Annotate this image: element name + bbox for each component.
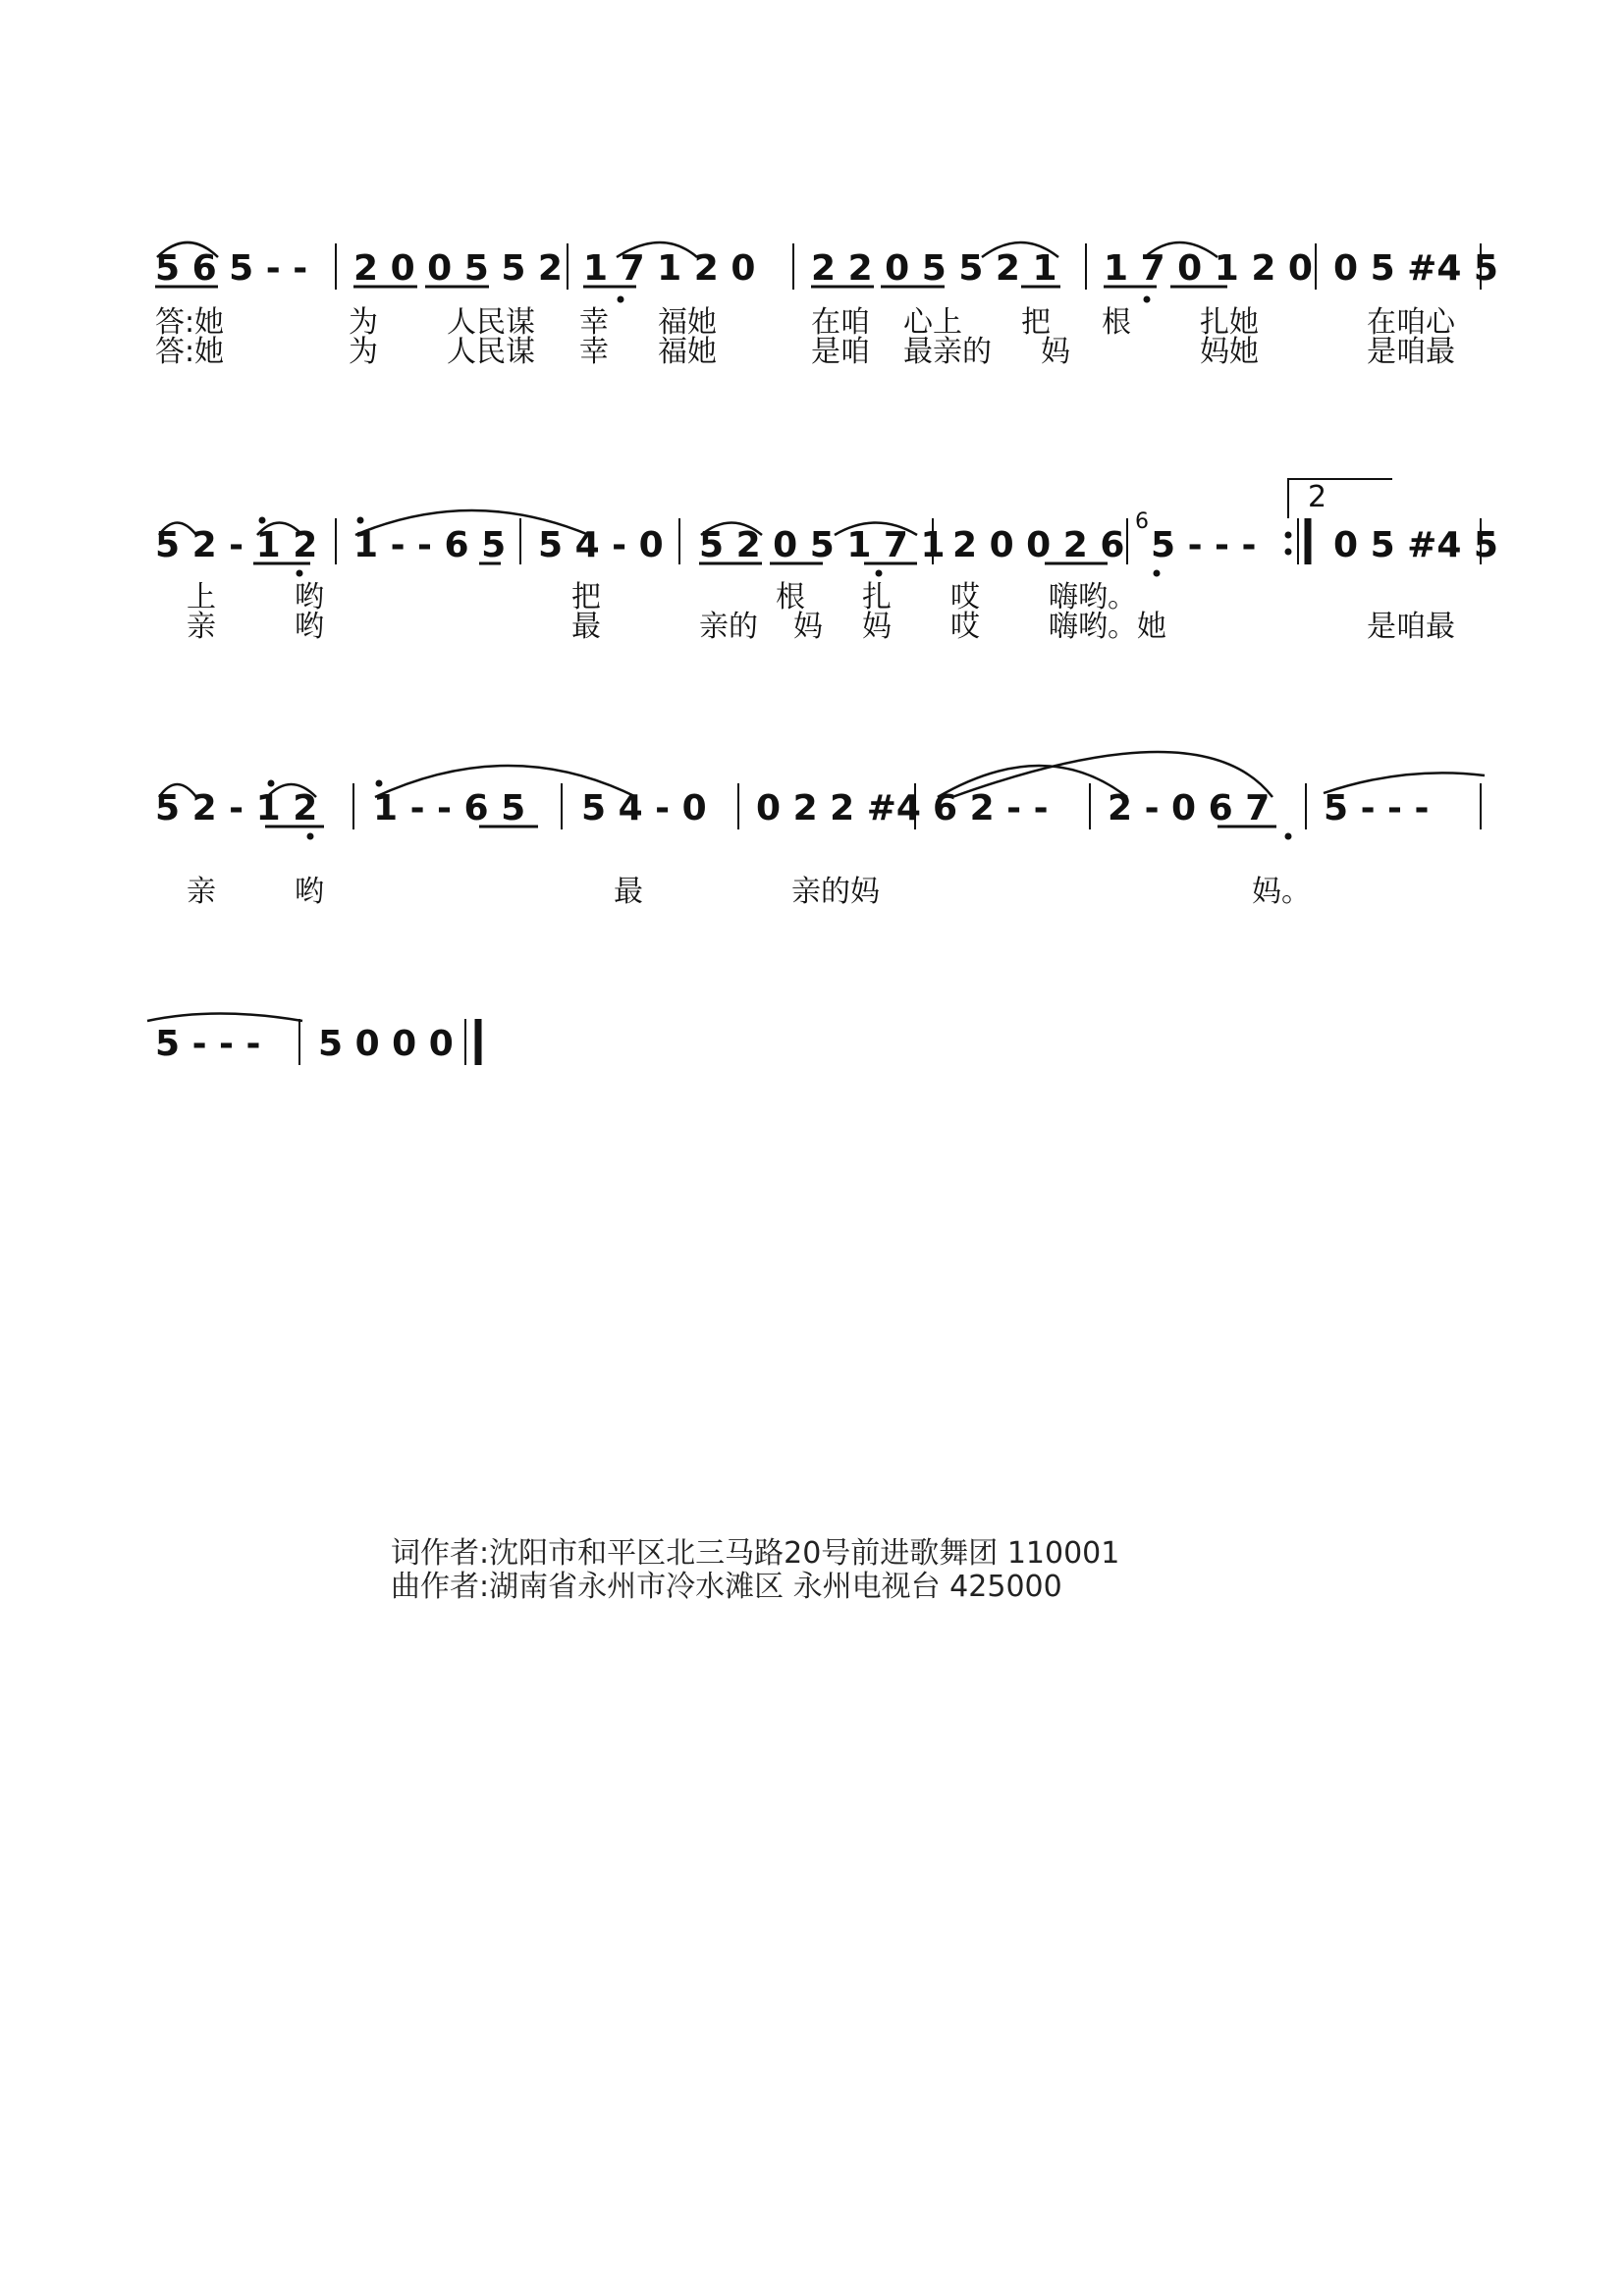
lyric-syllable: 亲的 — [699, 610, 758, 644]
slur — [147, 1014, 302, 1022]
system-2 — [155, 479, 1498, 644]
octave-dot — [268, 780, 275, 787]
lyric-syllable: 最 — [614, 875, 643, 909]
measure-4: 2 2 0 5 5 2 1 — [811, 248, 1057, 289]
lyric-syllable: 是咱 — [811, 335, 870, 369]
system-1 — [155, 242, 1498, 369]
lyric-syllable: 为 — [349, 305, 378, 340]
octave-dot — [876, 570, 883, 577]
measure-7: 5 - - - — [1324, 788, 1430, 828]
measure-1: 5 6 5 - - — [155, 248, 308, 289]
lyric-syllable: 把 — [571, 580, 601, 614]
lyric-syllable: 妈她 — [1200, 335, 1259, 369]
measure-2: 5 0 0 0 — [318, 1024, 454, 1064]
octave-dot — [307, 833, 314, 840]
composer-credit: 曲作者:湖南省永州市冷水滩区 永州电视台 425000 — [391, 1570, 1062, 1604]
lyric-syllable: 妈 — [793, 610, 823, 644]
lyric-syllable: 妈 — [1041, 335, 1070, 369]
lyric-syllable: 上 — [187, 580, 216, 614]
lyric-syllable: 福她 — [658, 305, 717, 340]
measure-5: 1 7 0 1 2 0 — [1104, 248, 1313, 289]
lyric-syllable: 妈 — [862, 610, 892, 644]
lyric-syllable: 哎 — [950, 610, 980, 644]
measure-6: 0 5 #4 5 — [1333, 248, 1498, 289]
measure-3: 5 4 - 0 — [538, 525, 664, 565]
octave-dot — [1144, 296, 1151, 303]
lyric-syllable: 福她 — [658, 335, 717, 369]
octave-dot — [259, 517, 266, 524]
measure-3: 1 7 1 2 0 — [583, 248, 756, 289]
measure-3: 5 4 - 0 — [581, 788, 707, 828]
measure-1: 5 - - - — [155, 1024, 261, 1064]
measure-2: 1 - - 6 5 — [373, 788, 526, 828]
lyric-syllable: 最亲的 — [903, 335, 992, 369]
octave-dot — [618, 296, 624, 303]
lyric-syllable: 在咱 — [811, 305, 870, 340]
lyric-syllable: 是咱最 — [1367, 335, 1455, 369]
ending-bracket — [1288, 479, 1392, 518]
lyric-syllable: 哎 — [950, 580, 980, 614]
measure-1: 5 2 - 1 2 — [155, 525, 318, 565]
octave-dot — [297, 570, 303, 577]
lyric-syllable: 是咱最 — [1367, 610, 1455, 644]
lyric-syllable: 亲的妈 — [791, 875, 880, 909]
lyric-syllable: 嗨哟。 — [1049, 580, 1137, 614]
measure-7: 0 5 #4 5 — [1333, 525, 1498, 565]
octave-dot — [1154, 570, 1161, 577]
measure-2: 1 - - 6 5 — [353, 525, 507, 565]
measure-5: 6 2 - - — [933, 788, 1049, 828]
grace-note: 6 — [1135, 509, 1149, 534]
lyric-syllable: 心上 — [903, 305, 962, 340]
lyric-syllable: 哟 — [295, 610, 324, 644]
lyric-syllable: 答:她 — [155, 335, 225, 369]
lyric-syllable: 人民谋 — [447, 335, 535, 369]
lyric-syllable: 根 — [776, 580, 805, 614]
lyric-line-1 — [187, 875, 1311, 909]
lyric-syllable: 哟 — [295, 580, 324, 614]
lyric-syllable: 扎她 — [1200, 305, 1259, 340]
measure-5: 2 0 0 2 6 — [952, 525, 1125, 565]
octave-dot — [357, 517, 364, 524]
lyric-syllable: 答:她 — [155, 305, 225, 340]
lyric-syllable: 幸 — [579, 335, 609, 369]
lyric-syllable: 亲 — [187, 610, 216, 644]
ending-label: 2 — [1308, 480, 1327, 514]
measure-2: 2 0 0 5 5 2 — [353, 248, 563, 289]
octave-dot — [376, 780, 383, 787]
lyric-syllable: 最 — [571, 610, 601, 644]
octave-dot — [1285, 833, 1292, 840]
lyric-syllable: 根 — [1102, 305, 1131, 340]
lyric-syllable: 幸 — [579, 305, 609, 340]
lyric-syllable: 人民谋 — [447, 305, 535, 340]
measure-6: 5 - - - — [1151, 525, 1257, 565]
lyric-line-2 — [187, 610, 1455, 644]
repeat-dot — [1285, 532, 1292, 539]
credits — [391, 1536, 1119, 1604]
measure-6: 2 - 0 6 7 — [1108, 788, 1271, 828]
lyric-syllable: 在咱心 — [1367, 305, 1455, 340]
lyric-syllable: 妈。 — [1252, 875, 1311, 909]
measure-1: 5 2 - 1 2 — [155, 788, 318, 828]
lyric-syllable: 嗨哟。她 — [1049, 610, 1166, 644]
measure-4: 0 2 2 #4 — [756, 788, 921, 828]
repeat-dot — [1285, 549, 1292, 556]
lyricist-credit: 词作者:沈阳市和平区北三马路20号前进歌舞团 110001 — [391, 1536, 1120, 1571]
lyric-syllable: 哟 — [295, 875, 324, 909]
lyric-syllable: 扎 — [862, 580, 892, 614]
lyric-syllable: 亲 — [187, 875, 216, 909]
system-3 — [155, 752, 1485, 909]
system-4 — [147, 1014, 478, 1066]
lyric-line-2 — [155, 335, 1455, 369]
measure-4: 5 2 0 5 1 7 1 — [699, 525, 946, 565]
lyric-syllable: 为 — [349, 335, 378, 369]
lyric-syllable: 把 — [1021, 305, 1051, 340]
